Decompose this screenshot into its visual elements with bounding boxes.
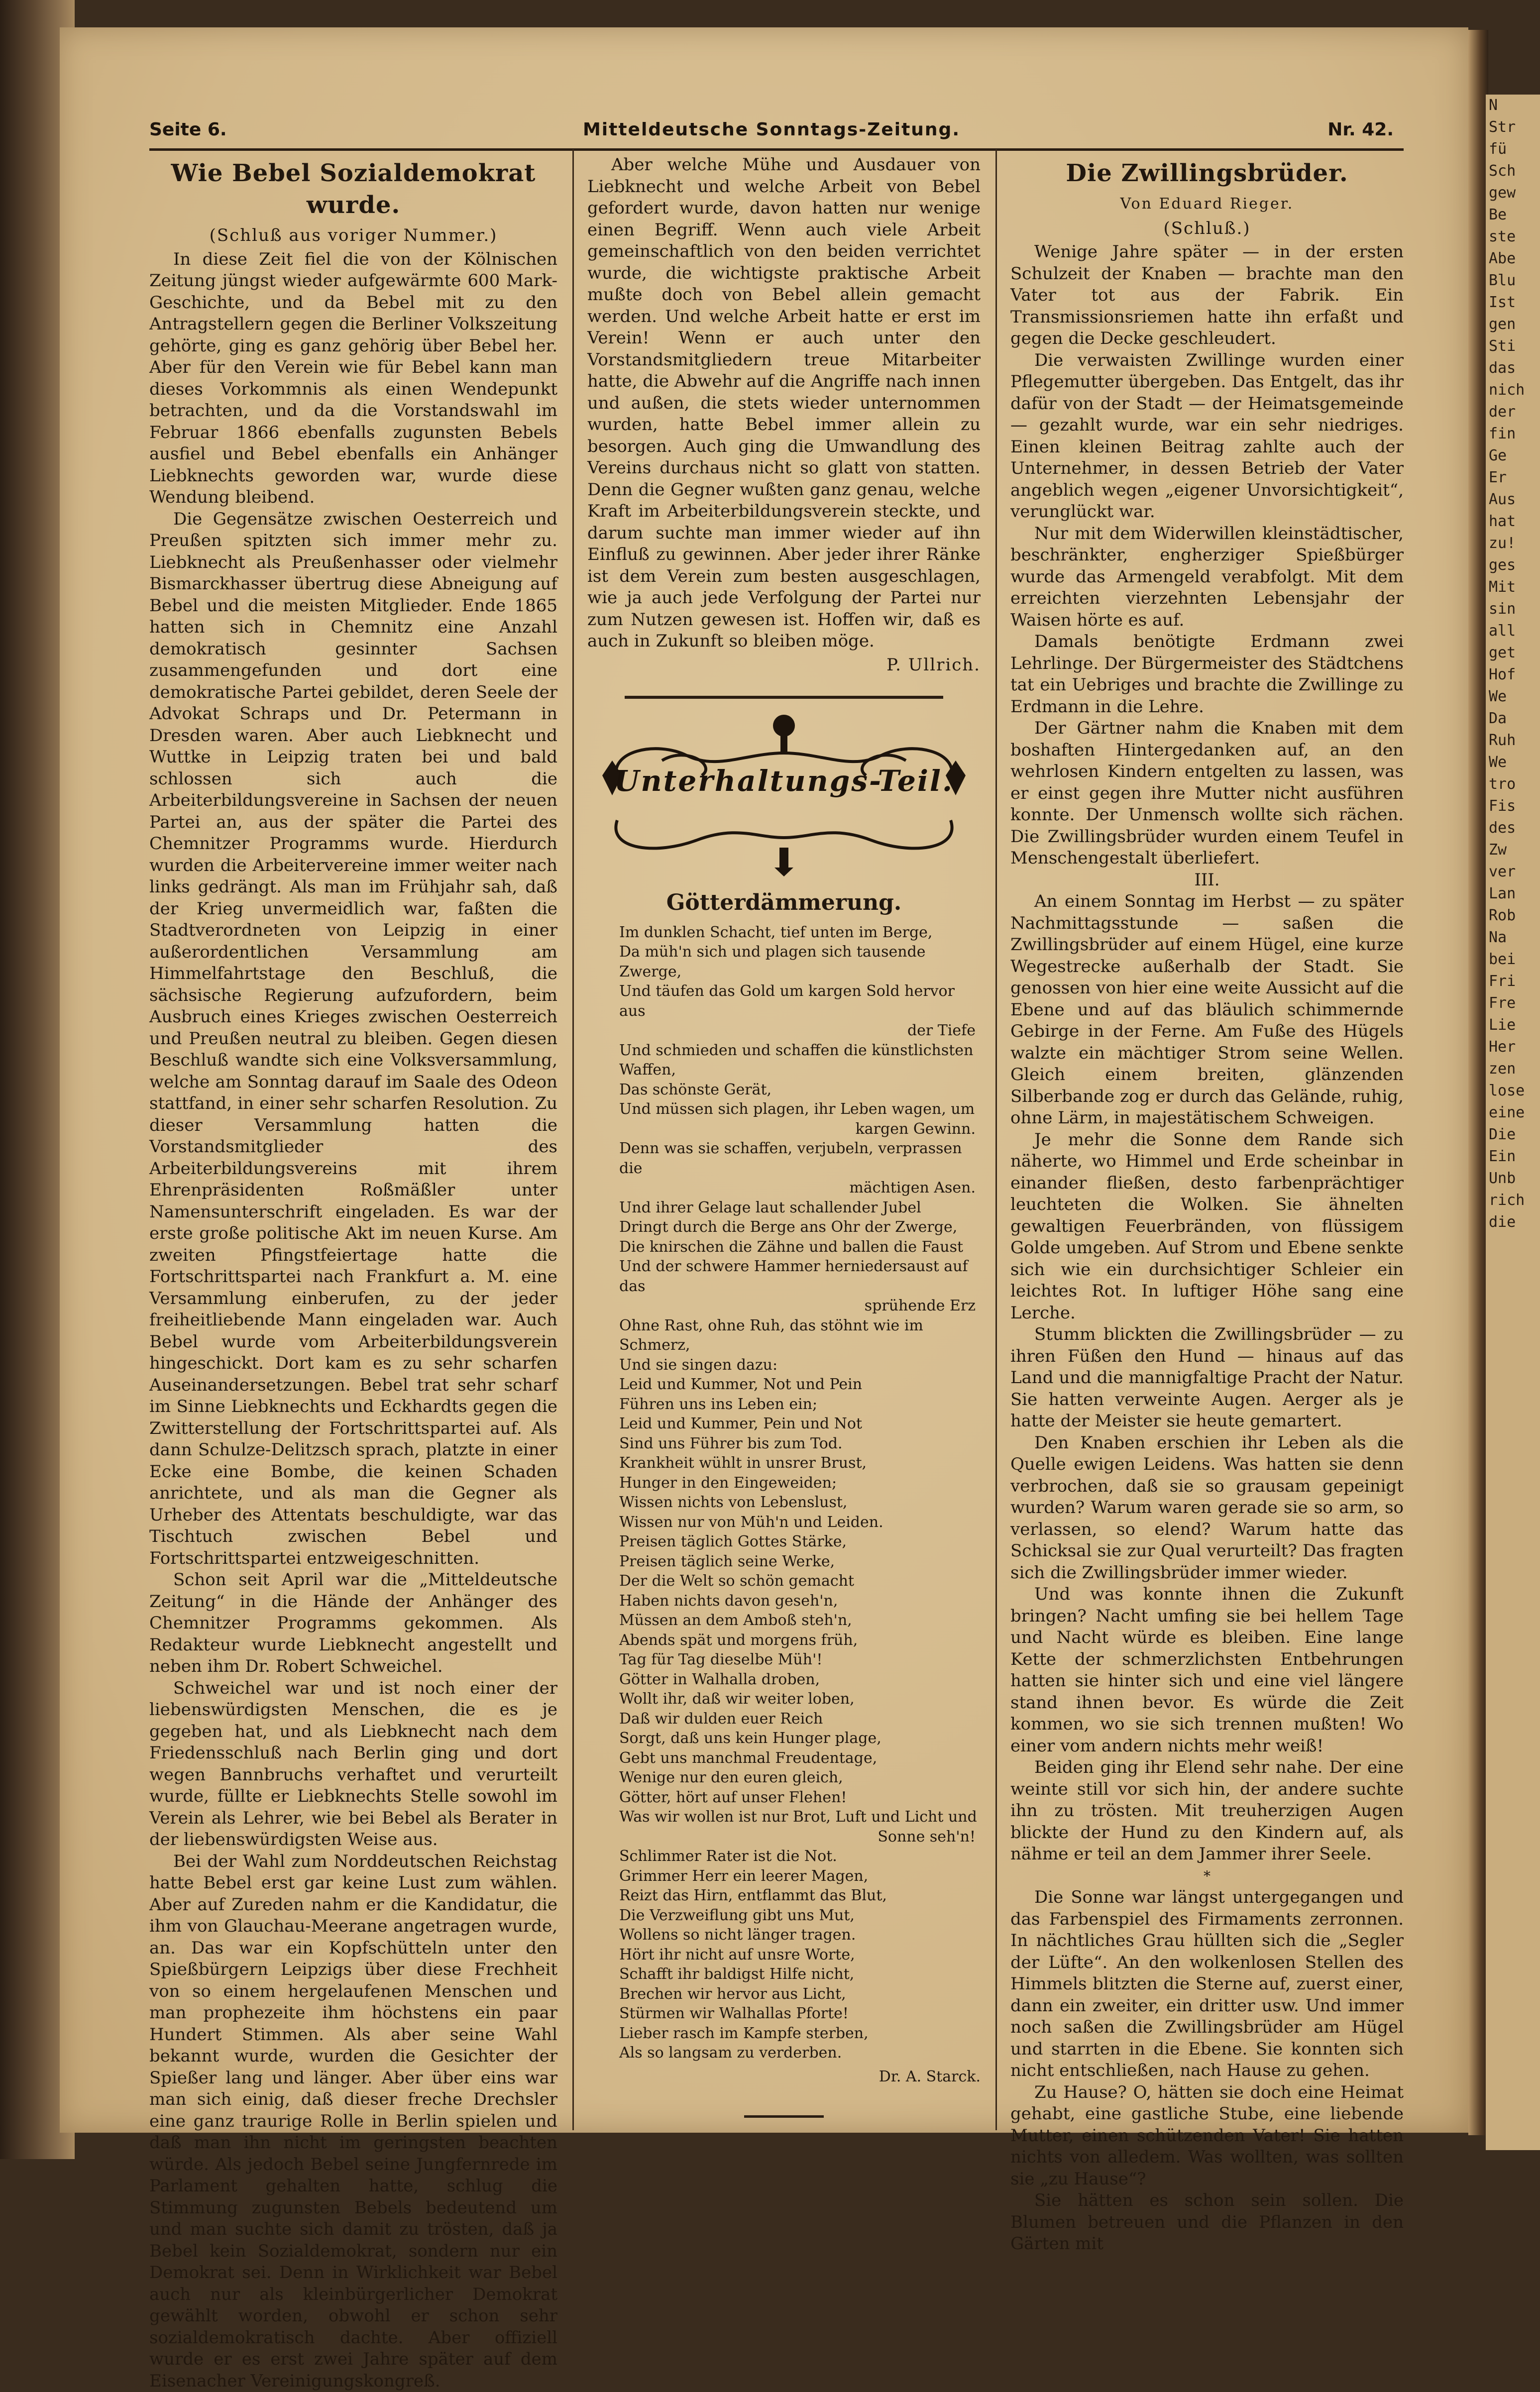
adjacent-page-fragment: lose [1486, 1080, 1540, 1102]
story-paragraph: Nur mit dem Widerwillen kleinstädtischer, beschränkter, engherziger Spießbürger wurde das Armengeld verabfolgt. Mit dem erreichten vierzehnten Lebensjahr der Waisen hörte es auf. [1010, 523, 1404, 632]
poem-line: Gebt uns manchmal Freudentage, [619, 1748, 981, 1768]
poem-line: Als so langsam zu verderben. [619, 2043, 981, 2063]
adjacent-page-fragment: fü [1486, 138, 1540, 160]
adjacent-page-fragment: sin [1486, 598, 1540, 620]
adjacent-page-fragment: ges [1486, 554, 1540, 576]
adjacent-page-fragment: zen [1486, 1058, 1540, 1080]
poem-line: Da müh'n sich und plagen sich tausende Zwerge, [619, 942, 981, 981]
column-2 [587, 154, 981, 2118]
adjacent-page-fragment: Unb [1486, 1168, 1540, 1190]
poem-line: Dringt durch die Berge ans Ohr der Zwerge, [619, 1217, 981, 1237]
poem-line: Die Verzweiflung gibt uns Mut, [619, 1906, 981, 1926]
issue-number: Nr. 42. [1327, 119, 1394, 140]
adjacent-page-fragment: bei [1486, 949, 1540, 971]
poem-line: Götter, hört auf unser Flehen! [619, 1788, 981, 1808]
poem-line: Lieber rasch im Kampfe sterben, [619, 2024, 981, 2044]
article-paragraph: Bei der Wahl zum Norddeutschen Reichstag hatte Bebel erst gar keine Lust zum wählen. Aber auf Zureden nahm er die Kandidatur, die ihm von Glauchau-Meerane angetragen wurde, an. Das war ein Kopfschütteln unter den Spießbürgern Leipzigs über diese Frechheit von so einem hergelaufenen Menschen und man prophezeite ihm höchstens ein paar Hundert Stimmen. Als aber seine Wahl bekannt wurde, wurden die Gesichter der Spießer lang und länger. Aber über eins war man sich einig, daß dieser freche Drechsler eine ganz traurige Rolle in Berlin spielen und daß man ihn nicht im geringsten beachten würde. Als jedoch Bebel seine Jungfernrede im Parlament gehalten hatte, schlug die Stimmung zugunsten Bebels bedeutend um und man suchte sich damit zu trösten, daß ja Bebel kein Sozialdemokrat, sondern nur ein Demokrat sei. Denn in Wirklichkeit war Bebel auch nur als kleinbürgerlicher Demokrat gewählt worden, obwohl er schon sehr sozialdemokratisch dachte. Aber offiziell wurde er es erst zwei Jahre später auf dem Eisenacher Vereinigungskongreß. [149, 1851, 557, 2392]
adjacent-page-fragment: Da [1486, 708, 1540, 730]
story-paragraph: An einem Sonntag im Herbst — zu später Nachmittagsstunde — saßen die Zwillingsbrüder auf einem Hügel, eine kurze Wegestrecke außerhalb der Stadt. Sie genossen von hier eine weite Aussicht auf die Ebene und auf das bläulich schimmernde Gebirge in der Ferne. Am Fuße des Hügels walzte ein mächtiger Strom seine Wellen. Gleich einem breiten, glänzenden Silberbande zog er durch das Gelände, ruhig, ohne Lärm, in majestätischem Schweigen. [1010, 891, 1404, 1129]
article-paragraph: Schon seit April war die „Mitteldeutsche Zeitung“ in die Hände der Anhänger des Chemnitzer Programms gekommen. Als Redakteur wurde Liebknecht angestellt und neben ihm Dr. Robert Schweichel. [149, 1569, 557, 1678]
adjacent-page-fragment: das [1486, 357, 1540, 379]
story-paragraph: Sie hätten es schon sein sollen. Die Blumen betreuen und die Pflanzen in den Gärten mit [1010, 2190, 1404, 2255]
adjacent-page-fragment: nich [1486, 379, 1540, 401]
poem-line: Wissen nichts von Lebenslust, [619, 1493, 981, 1513]
adjacent-page-fragment: Lie [1486, 1014, 1540, 1036]
poem-line: Leid und Kummer, Not und Pein [619, 1375, 981, 1395]
adjacent-page-fragment: all [1486, 620, 1540, 642]
poem-line: Und ihrer Gelage laut schallender Jubel [619, 1198, 981, 1218]
adjacent-page-fragment: gew [1486, 182, 1540, 204]
column-1 [149, 154, 557, 2392]
adjacent-page-edge [1486, 95, 1540, 2150]
poem-line: Hunger in den Eingeweiden; [619, 1473, 981, 1493]
poem-line: Preisen täglich seine Werke, [619, 1552, 981, 1572]
story-paragraph: Die Sonne war längst untergegangen und das Farbenspiel des Firmaments zerronnen. In nächtliches Grau hüllten sich die „Segler der Lüfte“. An den wolkenlosen Stellen des Himmels blitzten die Sterne auf, zuerst einer, dann ein zweiter, ein dritter usw. Und immer noch saßen die Zwillingsbrüder am Hügel und starrten in die Ebene. Sie konnten sich nicht entschließen, nach Hause zu gehen. [1010, 1887, 1404, 2082]
poem-line: Und täufen das Gold um kargen Sold hervor aus [619, 981, 981, 1021]
article-paragraph: Aber welche Mühe und Ausdauer von Liebknecht und welche Arbeit von Bebel gefordert wurde, davon hatten nur wenige einen Begriff. Wenn auch viele Arbeit gemeinschaftlich von den beiden verrichtet wurde, die wichtigste praktische Arbeit mußte doch von Bebel allein gemacht werden. Und welche Arbeit hatte er erst im Verein! Wenn er auch unter den Vorstandsmitgliedern treue Mitarbeiter hatte, die Abwehr auf die Angriffe nach innen und außen, die stets wieder unternommen wurden, hatte Bebel immer allein zu besorgen. Auch ging die Umwandlung des Vereins durchaus nicht so glatt von statten. Denn die Gegner wußten ganz genau, welche Kraft im Arbeiterbildungsverein steckte, und darum suchte man immer wieder auf ihn Einfluß zu gewinnen. Aber jeder ihrer Ränke ist dem Verein zum besten ausgeschlagen, wie ja auch jede Verfolgung der Partei nur zum Nutzen gewesen ist. Hoffen wir, daß es auch in Zukunft so bleiben möge. [587, 154, 981, 652]
column-divider-2 [995, 149, 997, 2130]
feuilleton-ornament [587, 706, 981, 885]
adjacent-page-fragment: Er [1486, 467, 1540, 489]
adjacent-page-fragment: ver [1486, 861, 1540, 883]
adjacent-page-fragment: Her [1486, 1036, 1540, 1058]
adjacent-page-fragment: fin [1486, 423, 1540, 445]
story-paragraph: Stumm blickten die Zwillingsbrüder — zu ihren Füßen den Hund — hinaus auf das Land und die mannigfaltige Pracht der Natur. Sie hatten verweinte Augen. Aerger als je hatte der Meister sie heute gemartert. [1010, 1324, 1404, 1432]
poem-line: Wollens so nicht länger tragen. [619, 1925, 981, 1945]
adjacent-page-fragment: hat [1486, 511, 1540, 533]
poem-line: Grimmer Herr ein leerer Magen, [619, 1866, 981, 1886]
adjacent-page-fragment: Mit [1486, 576, 1540, 598]
adjacent-page-fragment: We [1486, 686, 1540, 708]
adjacent-page-fragment: Be [1486, 204, 1540, 226]
poem-line: Götter in Walhalla droben, [619, 1670, 981, 1690]
adjacent-page-fragment: Sti [1486, 335, 1540, 357]
poem-line: Was wir wollen ist nur Brot, Luft und Licht und [619, 1807, 981, 1827]
poem-line: Im dunklen Schacht, tief unten im Berge, [619, 923, 981, 943]
feuilleton-title: Unterhaltungs-Teil. [607, 770, 961, 792]
adjacent-page-fragment: get [1486, 642, 1540, 664]
poem-line: Krankheit wühlt in unsrer Brust, [619, 1453, 981, 1473]
poem-line: Der die Welt so schön gemacht [619, 1571, 981, 1591]
adjacent-page-fragment: Rob [1486, 905, 1540, 927]
section-separator [625, 696, 943, 699]
column-3 [1010, 154, 1404, 2255]
story-paragraph: Beiden ging ihr Elend sehr nahe. Der eine weinte still vor sich hin, der andere suchte ihn zu trösten. Mit treuherzigen Augen blickte der Hund zu den Kindern auf, als nähme er teil an dem Jammer ihrer Seele. [1010, 1757, 1404, 1865]
poem-line: Stürmen wir Walhallas Pforte! [619, 2004, 981, 2024]
story-paragraph: Die verwaisten Zwillinge wurden einer Pflegemutter übergeben. Das Entgelt, das ihr dafür von der Stadt — der Heimatsgemeinde — gezahlt wurde, war ein sehr niedriges. Einen kleinen Beitrag zahlte auch der Unternehmer, in dessen Betrieb der Vater angeblich wegen „eigener Unvorsichtigkeit“, verunglückt war. [1010, 350, 1404, 523]
poem-line: Hört ihr nicht auf unsre Worte, [619, 1945, 981, 1965]
poem-line: mächtigen Asen. [619, 1178, 981, 1198]
poem-line: Schlimmer Rater ist die Not. [619, 1847, 981, 1866]
poem-line: Ohne Rast, ohne Ruh, das stöhnt wie im Schmerz, [619, 1316, 981, 1355]
story-section-number: III. [1010, 870, 1404, 891]
article-signature: P. Ullrich. [587, 654, 981, 676]
poem-body [587, 923, 981, 2063]
poem-line: Tag für Tag dieselbe Müh'! [619, 1650, 981, 1670]
poem-line: Und müssen sich plagen, ihr Leben wagen, um [619, 1099, 981, 1119]
poem-line: Sonne seh'n! [619, 1827, 981, 1847]
adjacent-page-fragment: Zw [1486, 839, 1540, 861]
poem-line: Wollt ihr, daß wir weiter loben, [619, 1689, 981, 1709]
poem-line: Daß wir dulden euer Reich [619, 1709, 981, 1729]
adjacent-page-fragment: zu! [1486, 533, 1540, 554]
poem-line: Sind uns Führer bis zum Tod. [619, 1434, 981, 1454]
article-title: Wie Bebel Sozialdemokrat wurde. [149, 157, 557, 221]
story-byline: Von Eduard Rieger. [1010, 193, 1404, 215]
poem-signature: Dr. A. Starck. [587, 2066, 981, 2088]
book-gutter [1468, 30, 1488, 2135]
closing-rule [744, 2115, 824, 2118]
poem-line: Brechen wir hervor aus Licht, [619, 1984, 981, 2004]
column-divider-1 [572, 149, 574, 2130]
poem-line: Und sie singen dazu: [619, 1355, 981, 1375]
adjacent-page-fragment: eine [1486, 1102, 1540, 1124]
adjacent-page-fragment: die [1486, 1211, 1540, 1233]
story-separator: * [1010, 1865, 1404, 1887]
adjacent-page-fragment: Blu [1486, 270, 1540, 292]
adjacent-page-fragment: rich [1486, 1190, 1540, 1211]
adjacent-page-fragment: gen [1486, 314, 1540, 335]
adjacent-page-fragment: tro [1486, 773, 1540, 795]
adjacent-page-fragment: Sch [1486, 160, 1540, 182]
article-paragraph: Die Gegensätze zwischen Oesterreich und Preußen spitzten sich immer mehr zu. Liebknecht als Preußenhasser oder vielmehr Bismarckhasser übertrug diese Abneigung auf Bebel und die meisten Mitglieder. Ende 1865 hatten sich in Chemnitz eine Anzahl demokratisch gesinnter Sachsen zusammengefunden und dort eine demokratische Partei gebildet, deren Seele der Advokat Schraps und Dr. Petermann in Dresden waren. Aber auch Liebknecht und Wuttke in Leipzig traten bei und bald schlossen sich auch die Arbeiterbildungsvereine in Sachsen der neuen Partei an, aus der später die Partei des Chemnitzer Programms wurde. Hierdurch wurden die Arbeitervereine immer weiter nach links gedrängt. Als man im Frühjahr sah, daß der Krieg unvermeidlich war, faßten die Stadtverordneten von Leipzig in einer außerordentlichen Versammlung am Himmelfahrtstage den Beschluß, die sächsische Regierung aufzufordern, beim Ausbruch eines Krieges zwischen Oesterreich und Preußen neutral zu bleiben. Gegen diesen Beschluß wandte sich eine Volksversammlung, welche am Sonntag darauf im Saale des Odeon stattfand, in einer sehr scharfen Resolution. Zu dieser Versammlung hatten die Vorstandsmitglieder des Arbeiterbildungsvereins mit ihrem Ehrenpräsidenten Roßmäßler unter Namensunterschrift eingeladen. Es war der erste große politische Akt im neuen Kurse. Am zweiten Pfingstfeiertage hatte die Fortschrittspartei nach Frankfurt a. M. eine Versammlung einberufen, zu der jeder freiheitliebende Mann eingeladen war. Auch Bebel wurde vom Arbeiterbildungsverein hingeschickt. Dort kam es zu sehr scharfen Auseinandersetzungen. Bebel trat sehr scharf im Sinne Liebknechts und Eckhardts gegen die Zwitterstellung der Fortschrittspartei auf. Als dann Schulze-Delitzsch sprach, platzte in einer Ecke eine Bombe, die keinen Schaden anrichtete, und als man die Gegner als Urheber des Attentats beschuldigte, war das Tischtuch zwischen Bebel und Fortschrittspartei entzweigeschnitten. [149, 509, 557, 1570]
story-paragraph: Je mehr die Sonne dem Rande sich näherte, wo Himmel und Erde scheinbar in einander fließen, desto farbenprächtiger leuchteten die Wolken. Sie ähnelten gewaltigen Feuerbränden, von flüssigem Golde umgeben. Auf Strom und Ebene senkte sich wie ein durchsichtiger Schleier ein leichtes Rot. In luftiger Höhe sang eine Lerche. [1010, 1129, 1404, 1324]
poem-line: Schafft ihr baldigst Hilfe nicht, [619, 1964, 981, 1984]
story-paragraph: Zu Hause? O, hätten sie doch eine Heimat gehabt, eine gastliche Stube, eine liebende Mutter, einen schützenden Vater! Sie hatten nichts von alledem. Was wollten, was sollten sie „zu Hause“? [1010, 2082, 1404, 2190]
adjacent-page-fragment: der [1486, 401, 1540, 423]
adjacent-page-fragment: We [1486, 752, 1540, 773]
story-paragraph: Der Gärtner nahm die Knaben mit dem boshaften Hintergedanken auf, an den wehrlosen Kindern entgelten zu lassen, was er einst gegen ihre Mutter nicht ausführen konnte. Der Unmensch wollte sich rächen. Die Zwillingsbrüder wurden einem Teufel in Menschengestalt überliefert. [1010, 718, 1404, 870]
poem-line: kargen Gewinn. [619, 1119, 981, 1139]
adjacent-page-fragment: N [1486, 95, 1540, 116]
adjacent-page-fragment: Fis [1486, 795, 1540, 817]
story-paragraph: Damals benötigte Erdmann zwei Lehrlinge. Der Bürgermeister des Städtchens tat ein Uebriges und brachte die Zwillinge zu Erdmann in die Lehre. [1010, 631, 1404, 718]
adjacent-page-fragment: Aus [1486, 489, 1540, 511]
poem-line: sprühende Erz [619, 1296, 981, 1316]
adjacent-page-fragment: Fri [1486, 971, 1540, 992]
adjacent-page-fragment: Die [1486, 1124, 1540, 1146]
poem-line: Und schmieden und schaffen die künstlichsten Waffen, [619, 1041, 981, 1080]
adjacent-page-fragment: Str [1486, 116, 1540, 138]
poem-line: Reizt das Hirn, entflammt das Blut, [619, 1886, 981, 1906]
poem-title: Götterdämmerung. [587, 892, 981, 914]
newspaper-name: Mitteldeutsche Sonntags-Zeitung. [149, 119, 1394, 140]
adjacent-page-fragment: Na [1486, 927, 1540, 949]
adjacent-page-fragment: Lan [1486, 883, 1540, 905]
adjacent-page-fragment: Ge [1486, 445, 1540, 467]
page-header [149, 119, 1394, 147]
story-paragraph: Und was konnte ihnen die Zukunft bringen? Nacht umfing sie bei hellem Tage und Nacht würde es bleiben. Eine lange Kette der schmerzlichsten Entbehrungen hatten sie hinter sich und eine viel längere stand ihnen bevor. Es würde die Zeit kommen, wo sie sich trennen mußten! Wo einer vom andern nichts mehr weiß! [1010, 1584, 1404, 1757]
poem-line: Denn was sie schaffen, verjubeln, verprassen die [619, 1139, 981, 1178]
article-paragraph: In diese Zeit fiel die von der Kölnischen Zeitung jüngst wieder aufgewärmte 600 Mark-Geschichte, und da Bebel mit zu den Antragstellern gegen die Berliner Volkszeitung gehörte, ging es ganz gehörig über Bebel her. Aber für den Verein wie für Bebel kann man dieses Vorkommnis als einen Wendepunkt betrachten, und da die Vorstandswahl im Februar 1866 ebenfalls zugunsten Bebels ausfiel und Bebel ebenfalls ein Anhänger Liebknechts geworden war, wurde diese Wendung bleibend. [149, 249, 557, 509]
poem-line: der Tiefe [619, 1021, 981, 1041]
poem-line: Die knirschen die Zähne und ballen die Faust [619, 1237, 981, 1257]
poem-line: Führen uns ins Leben ein; [619, 1395, 981, 1414]
poem-line: Und der schwere Hammer herniedersaust auf das [619, 1257, 981, 1296]
article-subtitle: (Schluß aus voriger Nummer.) [149, 225, 557, 247]
adjacent-page-fragment: Ruh [1486, 730, 1540, 752]
poem-line: Müssen an dem Amboß steh'n, [619, 1611, 981, 1631]
story-paragraph: Wenige Jahre später — in der ersten Schulzeit der Knaben — brachte man den Vater tot aus der Fabrik. Ein Transmissionsriemen hatte ihn erfaßt und gegen die Decke geschleudert. [1010, 241, 1404, 350]
article-paragraph: Schweichel war und ist noch einer der liebenswürdigsten Menschen, die es je gegeben hat, und als Liebknecht nach dem Friedensschluß nach Berlin ging und dort wegen Bannbruchs verhaftet und verurteilt wurde, füllte er Liebknechts Stelle sowohl im Verein als Lehrer, wie bei Bebel als Berater in der liebenswürdigsten Weise aus. [149, 1678, 557, 1851]
adjacent-page-fragment: Ist [1486, 292, 1540, 314]
poem-line: Leid und Kummer, Pein und Not [619, 1414, 981, 1434]
adjacent-page-fragment: des [1486, 817, 1540, 839]
poem-line: Haben nichts davon geseh'n, [619, 1591, 981, 1611]
story-title: Die Zwillingsbrüder. [1010, 157, 1404, 189]
story-paragraph: Den Knaben erschien ihr Leben als die Quelle ewigen Leidens. Was hatten sie denn verbrochen, daß sie so grausam gepeinigt wurden? Warum waren gerade sie so arm, so verlassen, so elend? Warum hatte das Schicksal sie zur Qual verurteilt? Das fragten sich die Zwillingsbrüder immer wieder. [1010, 1432, 1404, 1584]
poem-line: Das schönste Gerät, [619, 1080, 981, 1100]
adjacent-page-fragment: ste [1486, 226, 1540, 248]
poem-line: Preisen täglich Gottes Stärke, [619, 1532, 981, 1552]
adjacent-page-fragment: Fre [1486, 992, 1540, 1014]
adjacent-page-fragment: Ein [1486, 1146, 1540, 1168]
story-subtitle: (Schluß.) [1010, 218, 1404, 240]
poem-line: Wenige nur den euren gleich, [619, 1768, 981, 1788]
header-rule [149, 148, 1404, 151]
adjacent-page-fragment: Abe [1486, 248, 1540, 270]
poem-line: Wissen nur von Müh'n und Leiden. [619, 1513, 981, 1532]
adjacent-page-fragment: Hof [1486, 664, 1540, 686]
poem-line: Abends spät und morgens früh, [619, 1631, 981, 1650]
poem-line: Sorgt, daß uns kein Hunger plage, [619, 1729, 981, 1748]
page-number: Seite 6. [149, 119, 227, 140]
